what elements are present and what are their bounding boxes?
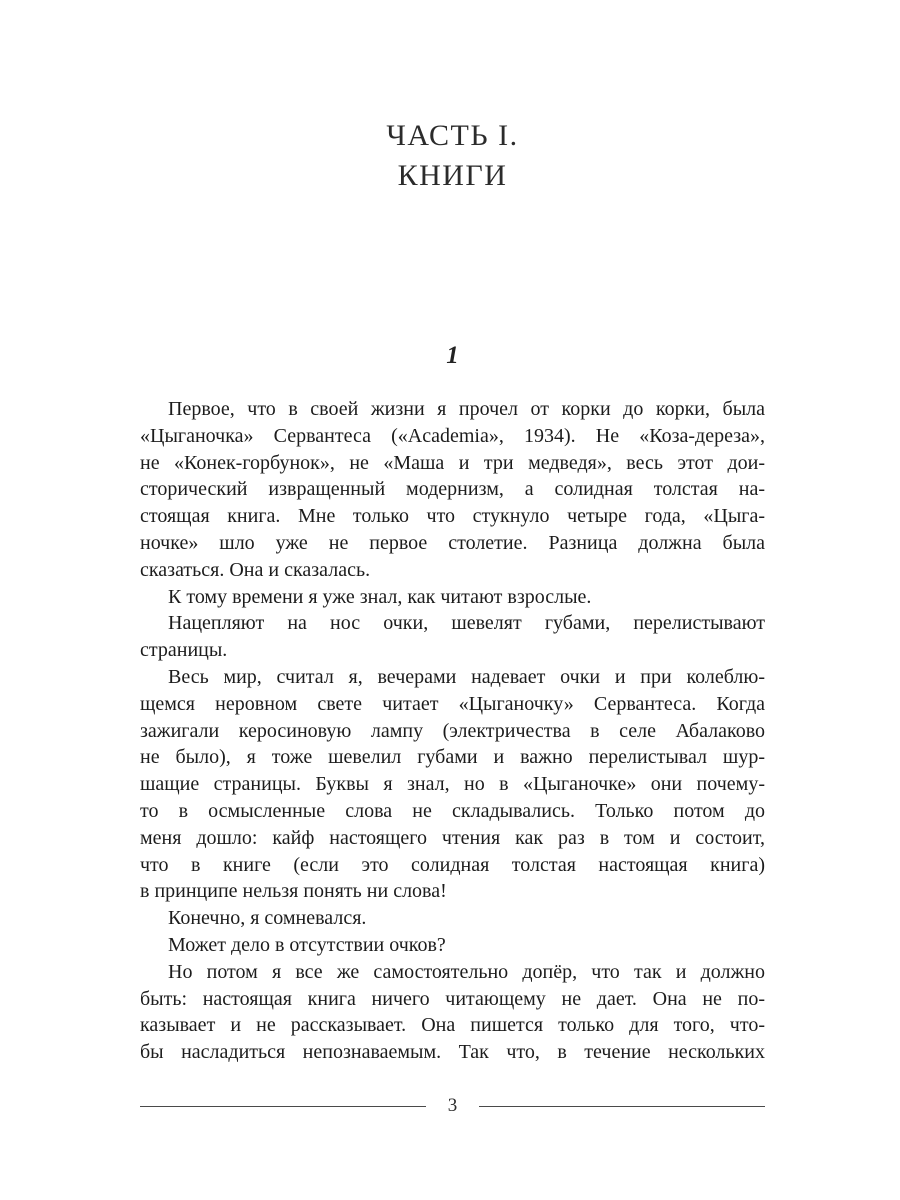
part-title-line2: КНИГИ — [397, 159, 508, 192]
text-line: Может дело в отсутствии очков? — [168, 933, 446, 956]
text-line: К тому времени я уже знал, как читают взрослые. — [168, 585, 592, 608]
text-line: не «Конек-горбунок», не «Маша и три медведя», весь этот дои- — [140, 451, 765, 474]
text-line: Нацепляют на нос очки, шевелят губами, перелистывают — [168, 612, 765, 635]
text-line: казывает и не рассказывает. Она пишется только для того, что- — [140, 1014, 765, 1037]
footer-rule-right — [479, 1106, 765, 1107]
text-line: «Цыганочка» Сервантеса («Academia», 1934). Не «Коза-дереза», — [140, 424, 765, 447]
text-line: бы насладиться непознаваемым. Так что, в течение нескольких — [140, 1041, 765, 1064]
text-line: меня дошло: кайф настоящего чтения как раз в том и состоит, — [140, 826, 765, 849]
text-line: что в книге (если это солидная толстая настоящая книга) — [140, 853, 765, 876]
text-line: то в осмысленные слова не складывались. Только потом до — [140, 799, 765, 822]
text-line: шащие страницы. Буквы я знал, но в «Цыганочке» они почему- — [140, 773, 765, 796]
text-line: не было), я тоже шевелил губами и важно перелистывал шур- — [140, 746, 765, 769]
part-title — [140, 116, 765, 196]
text-line: Конечно, я сомневался. — [168, 907, 367, 930]
text-line: быть: настоящая книга ничего читающему не дает. Она не по- — [140, 987, 765, 1010]
text-line: зажигали керосиновую лампу (электричества в селе Абалаково — [140, 719, 765, 742]
footer-rule-left — [140, 1106, 426, 1107]
text-line: Весь мир, считал я, вечерами надевает очки и при колеблю- — [168, 665, 765, 688]
body-text — [140, 396, 765, 1066]
text-line: страницы. — [140, 639, 228, 662]
text-line: стоящая книга. Мне только что стукнуло четыре года, «Цыга- — [140, 505, 765, 528]
page-number: 3 — [447, 1095, 458, 1116]
text-line: сторический извращенный модернизм, а солидная толстая на- — [140, 478, 765, 501]
section-number: 1 — [446, 342, 459, 369]
text-line: Но потом я все же самостоятельно допёр, что так и должно — [168, 960, 765, 983]
text-line: ночке» шло уже не первое столетие. Разница должна была — [140, 531, 765, 554]
text-line: Первое, что в своей жизни я прочел от корки до корки, была — [168, 398, 765, 420]
page-footer — [140, 1094, 765, 1118]
text-line: сказаться. Она и сказалась. — [140, 558, 371, 581]
text-line: щемся неровном свете читает «Цыганочку» Сервантеса. Когда — [140, 692, 765, 715]
part-title-line1: ЧАСТЬ I. — [386, 119, 519, 152]
text-line: в принципе нельзя понять ни слова! — [140, 880, 447, 903]
